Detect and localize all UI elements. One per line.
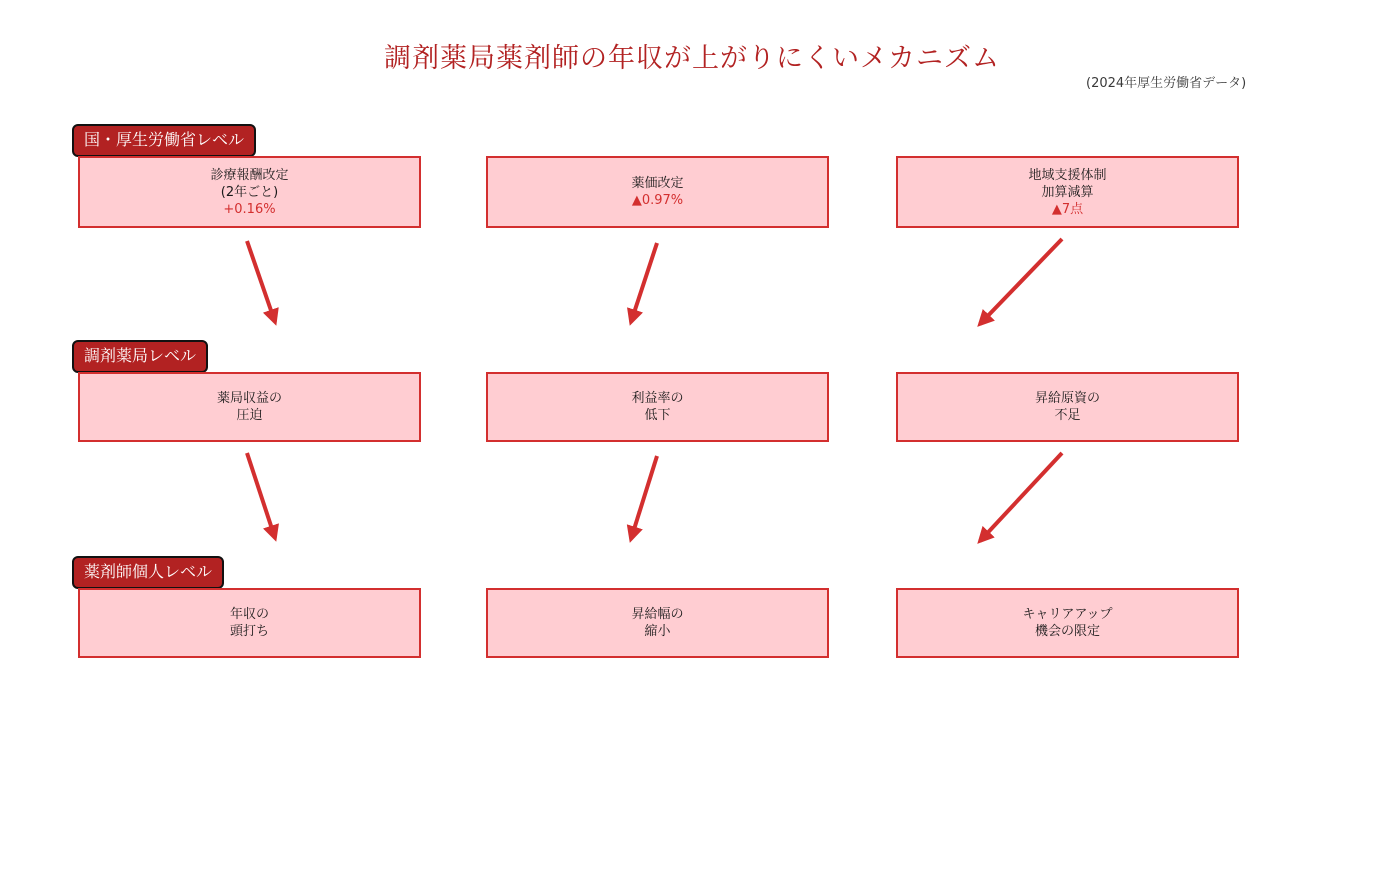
flow-arrow-icon — [980, 239, 1062, 324]
box-regional-support-system — [896, 156, 1239, 228]
box-line: キャリアアップ — [1022, 607, 1113, 622]
flow-arrow-icon — [631, 243, 657, 322]
box-line: 加算減算 — [1041, 184, 1094, 200]
level-badge-national: 国・厚生労働省レベル — [72, 124, 256, 157]
box-pharmacy-revenue-squeeze — [78, 372, 421, 442]
box-line: 不足 — [1054, 408, 1081, 423]
page-title: 調剤薬局薬剤師の年収が上がりにくいメカニズム — [384, 43, 1000, 74]
box-line: 低下 — [644, 408, 671, 423]
box-line: 縮小 — [644, 624, 671, 639]
box-line: 地域支援体制 — [1028, 167, 1107, 183]
box-career-opportunity-limit — [896, 588, 1239, 658]
box-salary-ceiling — [78, 588, 421, 658]
box-reimbursement-revision — [78, 156, 421, 228]
box-line: 薬局収益の — [216, 391, 282, 406]
level-badge-individual: 薬剤師個人レベル — [72, 556, 224, 589]
box-raise-fund-shortage — [896, 372, 1239, 442]
box-raise-width-shrink — [486, 588, 829, 658]
flow-arrow-icon — [980, 453, 1062, 541]
flow-arrow-icon — [247, 453, 275, 538]
level-badge-pharmacy: 調剤薬局レベル — [72, 340, 208, 373]
box-line: 利益率の — [631, 391, 684, 406]
box-line: (2年ごと) — [220, 184, 279, 200]
box-drug-price-revision — [486, 156, 829, 228]
box-line: 薬価改定 — [631, 176, 684, 191]
box-line: 圧迫 — [236, 408, 263, 423]
box-line: 昇給幅の — [631, 607, 684, 622]
box-line: 機会の限定 — [1034, 624, 1100, 639]
box-profit-margin-decline — [486, 372, 829, 442]
box-value: ▲7点 — [1051, 201, 1084, 217]
data-source-note: (2024年厚生労働省データ) — [1086, 76, 1247, 91]
box-line: 頭打ち — [229, 624, 269, 639]
box-line: 診療報酬改定 — [210, 167, 289, 183]
flow-arrow-icon — [247, 241, 275, 322]
box-value: ▲0.97% — [631, 193, 684, 208]
flow-arrow-icon — [631, 456, 657, 539]
box-line: 昇給原資の — [1034, 391, 1100, 406]
box-line: 年収の — [229, 607, 269, 622]
box-value: +0.16% — [223, 201, 276, 217]
